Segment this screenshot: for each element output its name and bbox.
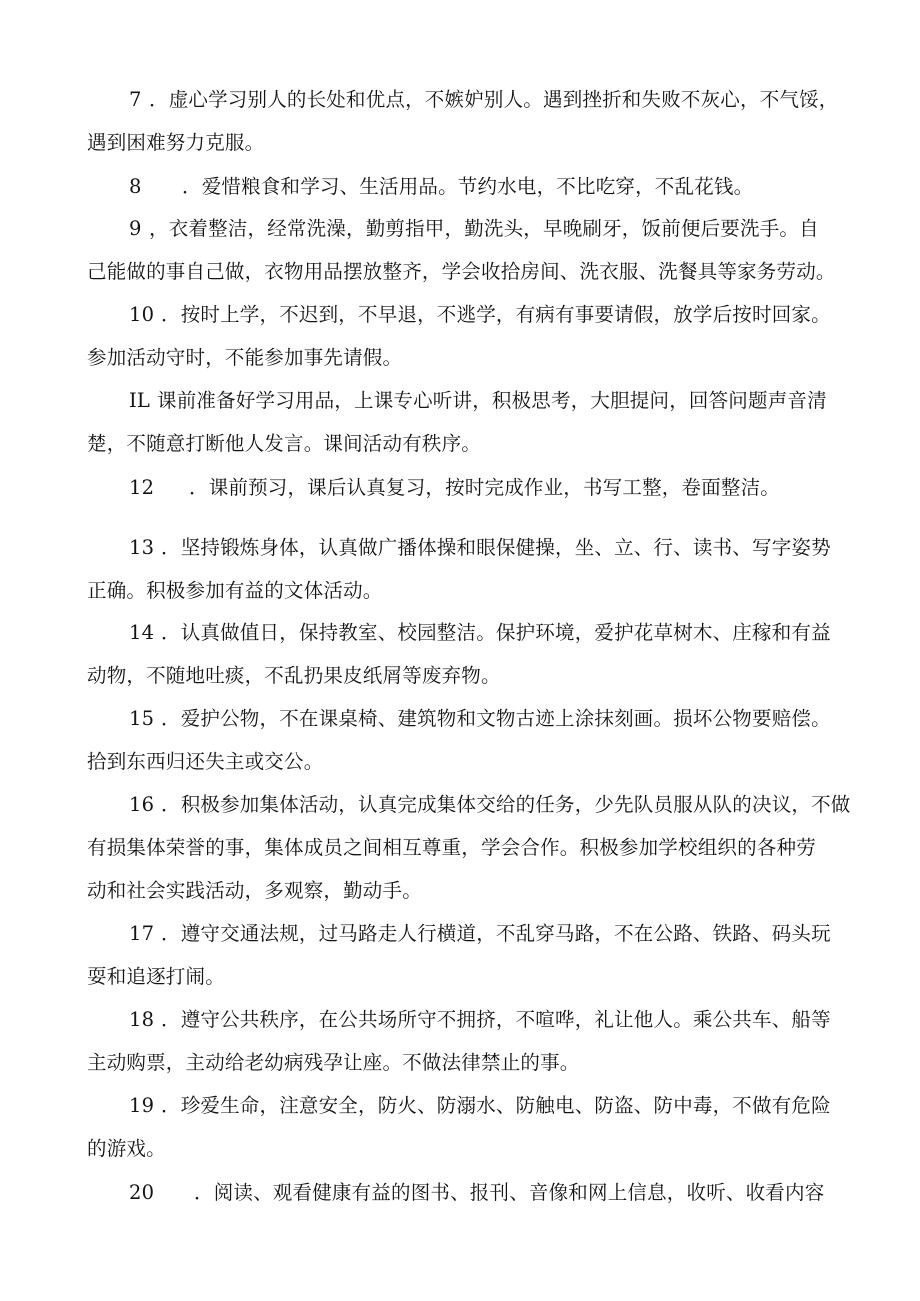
item-text: ．爱惜粮食和学习、生活用品。节约水电，不比吃穿，不乱花钱。 xyxy=(182,175,754,198)
item-text: ．坚持锻炼身体，认真做广播体操和眼保健操，坐、立、行、读书、写字姿势 xyxy=(161,536,831,559)
list-item-11-line-2: 楚，不随意打断他人发言。课间活动有秩序。 xyxy=(87,432,482,455)
item-text: ，衣着整洁，经常洗澡，勤剪指甲，勤洗头，早晚刷牙，饭前便后要洗手。自 xyxy=(149,217,819,240)
list-item-8-line-1 xyxy=(129,174,753,200)
list-item-13-line-1 xyxy=(129,535,831,561)
item-number: 15 xyxy=(129,707,155,730)
list-item-19-line-1 xyxy=(129,1093,831,1119)
list-item-9-line-2: 己能做的事自己做，衣物用品摆放整齐，学会收拾房间、洗衣服、洗餐具等家务劳动。 xyxy=(87,260,836,283)
item-number: 12 xyxy=(129,476,155,499)
item-text: ．积极参加集体活动，认真完成集体交给的任务，少先队员服从队的决议，不做 xyxy=(161,793,851,816)
item-number: 10 xyxy=(129,303,155,326)
item-text: ．课前预习，课后认真复习，按时完成作业，书写工整，卷面整洁。 xyxy=(189,476,781,499)
list-item-12-line-1 xyxy=(129,475,780,501)
item-text: ．按时上学，不迟到，不早退，不逃学，有病有事要请假，放学后按时回家。 xyxy=(161,303,831,326)
list-item-17-line-2: 耍和追逐打闹。 xyxy=(87,965,225,988)
item-number: 14 xyxy=(129,621,155,644)
item-text: ．阅读、观看健康有益的图书、报刊、音像和网上信息，收听、收看内容 xyxy=(194,1181,825,1204)
item-text: ．认真做值日，保持教室、校园整洁。保护环境，爱护花草树木、庄稼和有益 xyxy=(161,621,831,644)
item-text: ．遵守交通法规，过马路走人行横道，不乱穿马路，不在公路、铁路、码头玩 xyxy=(161,922,831,945)
list-item-16-line-1 xyxy=(129,792,851,818)
item-text: 课前准备好学习用品，上课专心听讲，积极思考，大胆提问，回答问题声音清 xyxy=(157,389,827,412)
list-item-7-line-1 xyxy=(129,87,839,113)
list-item-19-line-2: 的游戏。 xyxy=(87,1137,166,1160)
list-item-17-line-1 xyxy=(129,921,831,947)
item-number: 16 xyxy=(129,793,155,816)
item-number: 7 xyxy=(129,88,142,111)
list-item-7-line-2: 遇到困难努力克服。 xyxy=(87,131,265,154)
item-number: 18 xyxy=(129,1008,155,1031)
item-number: 20 xyxy=(129,1181,155,1204)
item-text: ．珍爱生命，注意安全，防火、防溺水、防触电、防盗、防中毒，不做有危险 xyxy=(161,1094,831,1117)
list-item-10-line-1 xyxy=(129,302,831,328)
list-item-15-line-2: 拾到东西归还失主或交公。 xyxy=(87,750,324,773)
item-text: ．遵守公共秩序，在公共场所守不拥挤，不喧哗，礼让他人。乘公共车、船等 xyxy=(161,1008,831,1031)
list-item-10-line-2: 参加活动守时，不能参加事先请假。 xyxy=(87,346,403,369)
item-number: 9 xyxy=(129,217,142,240)
item-text: ．虚心学习别人的长处和优点，不嫉妒别人。遇到挫折和失败不灰心，不气馁， xyxy=(149,88,839,111)
list-item-18-line-1 xyxy=(129,1007,831,1033)
item-number: 17 xyxy=(129,922,155,945)
list-item-14-line-1 xyxy=(129,620,831,646)
list-item-11-line-1 xyxy=(129,388,827,414)
item-text: ．爱护公物，不在课桌椅、建筑物和文物古迹上涂抹刻画。损坏公物要赔偿。 xyxy=(161,707,831,730)
list-item-18-line-2: 主动购票，主动给老幼病残孕让座。不做法律禁止的事。 xyxy=(87,1051,580,1074)
item-number: 13 xyxy=(129,536,155,559)
item-number: 19 xyxy=(129,1094,155,1117)
list-item-15-line-1 xyxy=(129,706,831,732)
list-item-16-line-2: 有损集体荣誉的事，集体成员之间相互尊重，学会合作。积极参加学校组织的各种劳 xyxy=(87,836,816,859)
list-item-16-line-3: 动和社会实践活动，多观察，勤动手。 xyxy=(87,879,422,902)
item-number: IL xyxy=(129,389,151,412)
list-item-14-line-2: 动物，不随地吐痰，不乱扔果皮纸屑等废弃物。 xyxy=(87,664,501,687)
list-item-9-line-1 xyxy=(129,216,819,242)
list-item-20-line-1 xyxy=(129,1180,824,1206)
item-number: 8 xyxy=(129,175,142,198)
list-item-13-line-2: 正确。积极参加有益的文体活动。 xyxy=(87,579,383,602)
